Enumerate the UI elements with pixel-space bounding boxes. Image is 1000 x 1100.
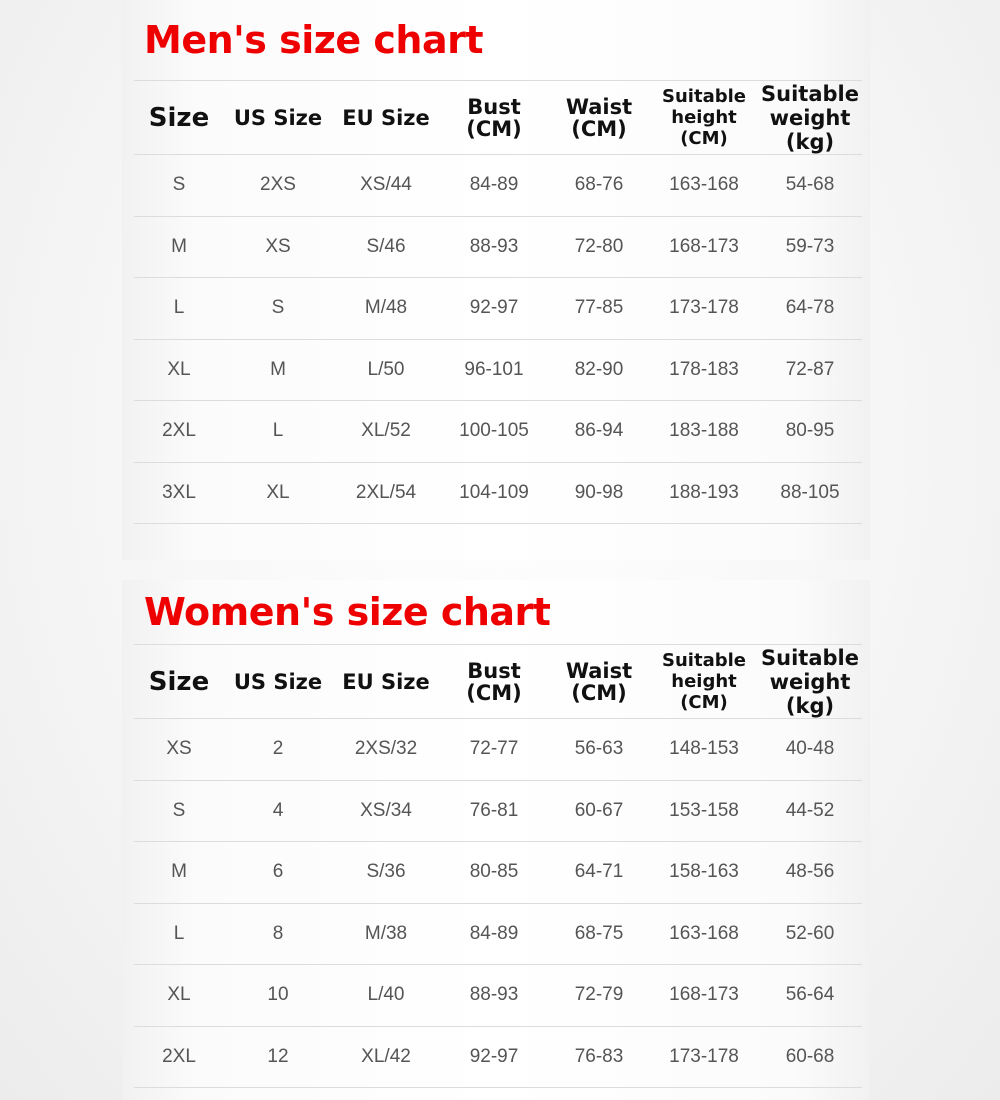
cell-eu-size: L/40 [332,965,440,1027]
cell-bust: 84-89 [440,155,548,217]
table-row [134,719,862,781]
cell-eu-size: M/38 [332,903,440,965]
cell-size: M [134,216,224,278]
cell-size: XL [134,339,224,401]
header-waist: Waist (CM) [548,645,650,719]
cell-eu-size: 2XS/32 [332,719,440,781]
table-row [134,780,862,842]
table-row [134,842,862,904]
header-bust: Bust (CM) [440,645,548,719]
cell-bust: 84-89 [440,903,548,965]
mens-size-chart [122,0,870,560]
header-size: Size [134,81,224,155]
cell-us-size: 2XS [224,155,332,217]
cell-us-size: S [224,278,332,340]
cell-weight: 80-95 [758,401,862,463]
header-us-size: US Size [224,81,332,155]
cell-bust: 104-109 [440,462,548,524]
cell-weight: 48-56 [758,842,862,904]
cell-eu-size: S/36 [332,842,440,904]
cell-size: XS [134,719,224,781]
cell-eu-size: XS/34 [332,780,440,842]
cell-waist: 90-98 [548,462,650,524]
cell-us-size: 6 [224,842,332,904]
table-row [134,903,862,965]
cell-height: 168-173 [650,216,758,278]
cell-height: 183-188 [650,401,758,463]
header-bust: Bust (CM) [440,81,548,155]
cell-eu-size: XL/42 [332,1026,440,1088]
cell-size: 3XL [134,462,224,524]
cell-waist: 82-90 [548,339,650,401]
womens-chart-title: Women's size chart [144,590,551,634]
header-suitable-height: Suitable height (CM) [650,645,758,719]
womens-size-chart [122,580,870,1100]
cell-waist: 68-76 [548,155,650,217]
cell-eu-size: S/46 [332,216,440,278]
cell-us-size: L [224,401,332,463]
cell-waist: 76-83 [548,1026,650,1088]
cell-weight: 40-48 [758,719,862,781]
header-us-size: US Size [224,645,332,719]
cell-us-size: XL [224,462,332,524]
cell-eu-size: L/50 [332,339,440,401]
table-row [134,965,862,1027]
cell-eu-size: M/48 [332,278,440,340]
cell-us-size: 8 [224,903,332,965]
cell-size: S [134,155,224,217]
table-header-row [134,81,862,155]
cell-us-size: M [224,339,332,401]
cell-waist: 77-85 [548,278,650,340]
cell-weight: 88-105 [758,462,862,524]
cell-weight: 59-73 [758,216,862,278]
cell-bust: 92-97 [440,278,548,340]
cell-size: XL [134,965,224,1027]
table-row [134,1026,862,1088]
cell-waist: 64-71 [548,842,650,904]
cell-height: 148-153 [650,719,758,781]
womens-size-table [134,644,862,1088]
cell-bust: 72-77 [440,719,548,781]
cell-size: M [134,842,224,904]
table-row [134,462,862,524]
cell-us-size: 10 [224,965,332,1027]
cell-weight: 60-68 [758,1026,862,1088]
table-row [134,216,862,278]
cell-eu-size: 2XL/54 [332,462,440,524]
header-size: Size [134,645,224,719]
header-eu-size: EU Size [332,645,440,719]
header-suitable-height: Suitable height (CM) [650,81,758,155]
cell-bust: 88-93 [440,216,548,278]
cell-bust: 88-93 [440,965,548,1027]
table-row [134,155,862,217]
cell-weight: 56-64 [758,965,862,1027]
header-suitable-weight: Suitable weight (kg) [758,81,862,155]
cell-height: 178-183 [650,339,758,401]
cell-height: 163-168 [650,903,758,965]
cell-eu-size: XL/52 [332,401,440,463]
cell-height: 168-173 [650,965,758,1027]
cell-us-size: XS [224,216,332,278]
cell-bust: 92-97 [440,1026,548,1088]
header-eu-size: EU Size [332,81,440,155]
table-header-row [134,645,862,719]
cell-eu-size: XS/44 [332,155,440,217]
cell-size: 2XL [134,1026,224,1088]
cell-weight: 64-78 [758,278,862,340]
cell-weight: 54-68 [758,155,862,217]
cell-bust: 80-85 [440,842,548,904]
cell-height: 173-178 [650,278,758,340]
mens-chart-title: Men's size chart [144,18,484,62]
header-waist: Waist (CM) [548,81,650,155]
cell-height: 188-193 [650,462,758,524]
cell-waist: 72-80 [548,216,650,278]
cell-bust: 100-105 [440,401,548,463]
cell-waist: 60-67 [548,780,650,842]
cell-height: 153-158 [650,780,758,842]
cell-weight: 44-52 [758,780,862,842]
table-row [134,339,862,401]
mens-size-table [134,80,862,524]
cell-height: 158-163 [650,842,758,904]
cell-weight: 52-60 [758,903,862,965]
cell-size: 2XL [134,401,224,463]
header-suitable-weight: Suitable weight (kg) [758,645,862,719]
cell-size: L [134,278,224,340]
cell-waist: 56-63 [548,719,650,781]
cell-height: 173-178 [650,1026,758,1088]
cell-us-size: 12 [224,1026,332,1088]
table-row [134,278,862,340]
cell-height: 163-168 [650,155,758,217]
cell-bust: 76-81 [440,780,548,842]
cell-waist: 68-75 [548,903,650,965]
table-row [134,401,862,463]
cell-weight: 72-87 [758,339,862,401]
cell-size: L [134,903,224,965]
cell-waist: 72-79 [548,965,650,1027]
cell-waist: 86-94 [548,401,650,463]
cell-size: S [134,780,224,842]
cell-us-size: 2 [224,719,332,781]
cell-bust: 96-101 [440,339,548,401]
cell-us-size: 4 [224,780,332,842]
